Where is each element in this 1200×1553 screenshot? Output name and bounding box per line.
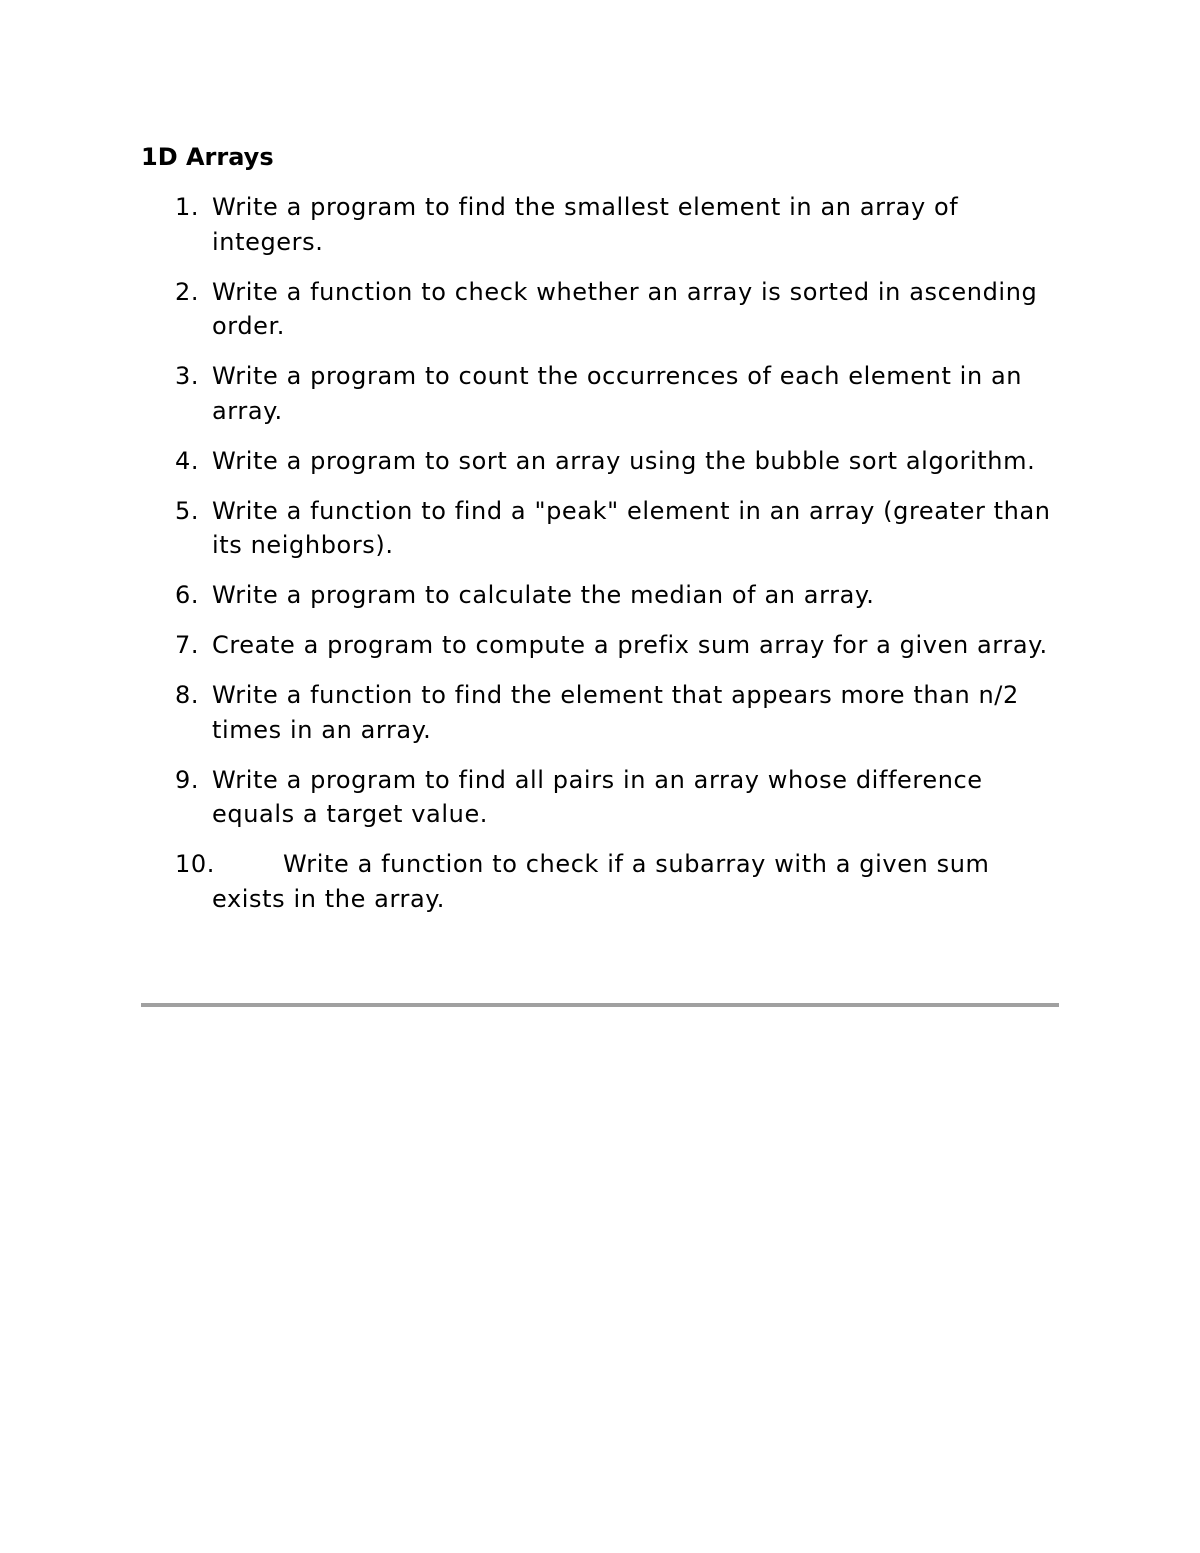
item-text: Write a function to check if a subarray with a given sum exists in the array. (212, 850, 990, 913)
item-text: Write a program to find all pairs in an array whose difference equals a target value. (212, 765, 983, 828)
item-number: 10. (175, 850, 215, 878)
item-text: Write a function to find the element that appears more than n/2 times in an array. (212, 681, 1019, 744)
item-number: 1. (175, 193, 200, 221)
item-text: Write a program to sort an array using the bubble sort algorithm. (212, 446, 1036, 475)
item-text: Write a function to find a "peak" element in an array (greater than its neighbors). (212, 496, 1051, 559)
item-number: 8. (175, 681, 200, 709)
list-item (0, 578, 1068, 613)
item-number: 7. (175, 631, 200, 659)
list-item (0, 275, 1068, 344)
item-number: 3. (175, 362, 200, 390)
exercise-list (0, 190, 1200, 932)
list-item (0, 444, 1068, 479)
item-text: Write a program to find the smallest element in an array of integers. (212, 193, 959, 256)
list-item (0, 628, 1068, 663)
item-number: 9. (175, 765, 200, 794)
list-item (0, 494, 1068, 563)
list-item (0, 359, 1068, 428)
horizontal-rule (141, 1003, 1059, 1007)
item-number: 5. (175, 496, 200, 525)
item-number: 6. (175, 581, 200, 609)
list-item (0, 763, 1068, 832)
item-number: 2. (175, 277, 200, 306)
item-text: Write a function to check whether an array is sorted in ascending order. (212, 277, 1038, 340)
item-text: Write a program to calculate the median of an array. (212, 581, 875, 609)
item-text: Create a program to compute a prefix sum array for a given array. (212, 631, 1048, 659)
list-item (0, 678, 1068, 747)
item-text: Write a program to count the occurrences of each element in an array. (212, 362, 1023, 425)
list-item (0, 847, 1068, 916)
list-item (0, 190, 1068, 259)
section-heading: 1D Arrays (141, 143, 274, 171)
item-number: 4. (175, 446, 200, 475)
